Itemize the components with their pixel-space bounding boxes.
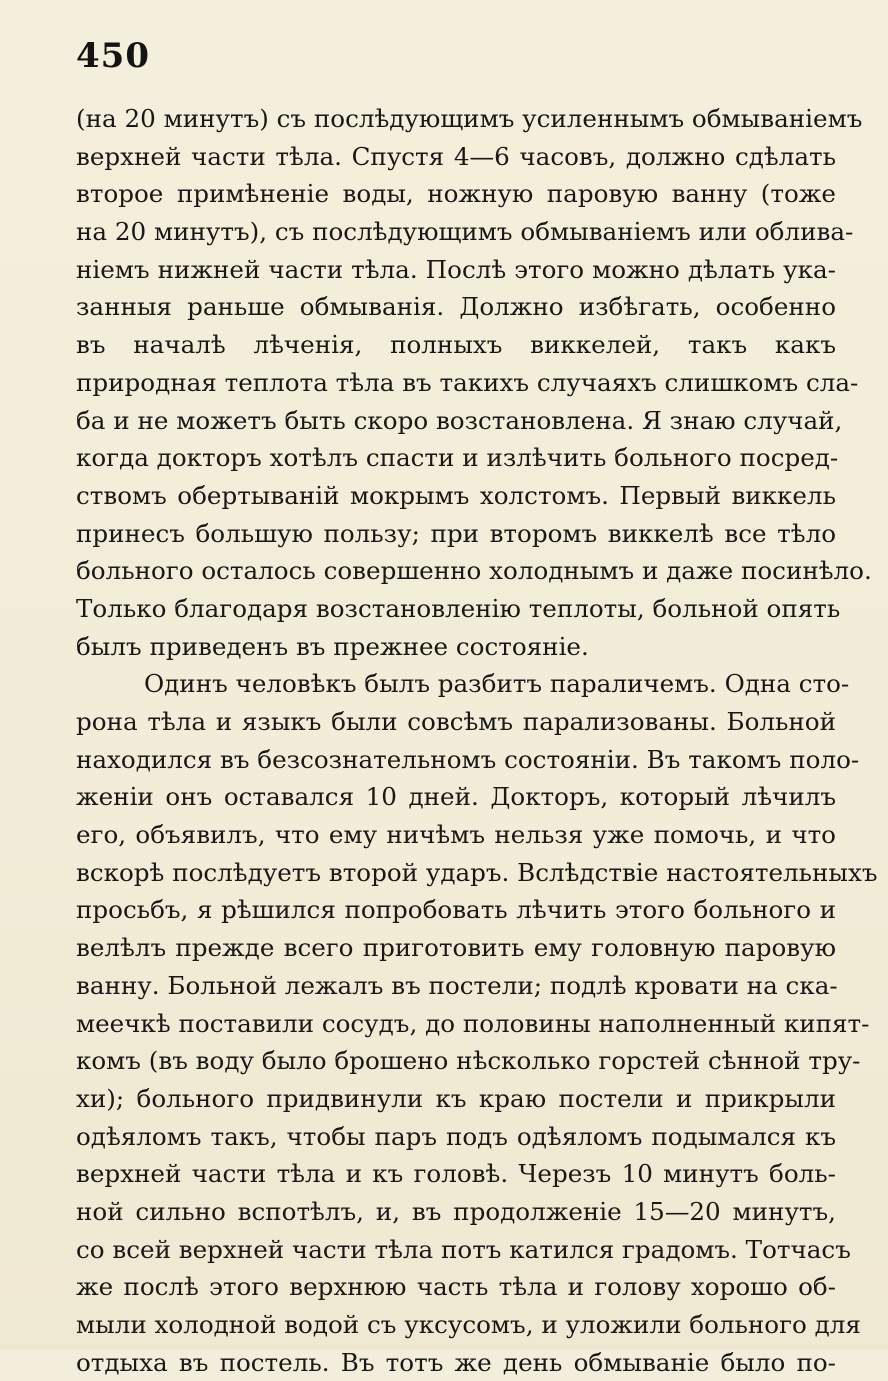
text-line: его, объявилъ, что ему ничѣмъ нельзя уже помочь, и что [76, 820, 836, 850]
text-line: меечкѣ поставили сосудъ, до половины наполненный кипят- [76, 1008, 870, 1038]
text-line: одѣяломъ такъ, чтобы паръ подъ одѣяломъ подымался къ [76, 1121, 836, 1151]
text-line: на 20 минутъ), съ послѣдующимъ обмываніемъ или облива- [76, 217, 854, 247]
text-line: со всей верхней части тѣла потъ катился градомъ. Тотчасъ [76, 1234, 851, 1264]
text-line: ба и не можетъ быть скоро возстановлена. Я знаю случай, [76, 405, 843, 435]
text-line: ванну. Больной лежалъ въ постели; подлѣ кровати на ска- [76, 970, 838, 1000]
text-line: мыли холодной водой съ уксусомъ, и уложили больного для [76, 1310, 861, 1339]
text-line: находился въ безсознательномъ состояніи. Въ такомъ поло- [76, 744, 860, 774]
text-line: больного осталось совершенно холоднымъ и даже посинѣло. [76, 556, 872, 586]
text-line: Только благодаря возстановленію теплоты, больной опять [76, 593, 841, 623]
text-line: когда докторъ хотѣлъ спасти и излѣчить больного посред- [76, 443, 839, 473]
text-line: велѣлъ прежде всего приготовить ему головную паровую [76, 933, 836, 963]
text-line: ствомъ обертываній мокрымъ холстомъ. Первый виккель [76, 480, 836, 510]
text-line: вскорѣ послѣдуетъ второй ударъ. Вслѣдствіе настоятельныхъ [76, 857, 878, 887]
text-line: ной сильно вспотѣлъ, и, въ продолженіе 15—20 минутъ, [76, 1196, 836, 1226]
text-line: отдыха въ постель. Въ тотъ же день обмываніе было по- [76, 1347, 836, 1377]
text-line: былъ приведенъ въ прежнее состояніе. [76, 631, 589, 661]
text-line: принесъ большую пользу; при второмъ виккелѣ все тѣло [76, 518, 836, 548]
text-line: въ началѣ лѣченія, полныхъ виккелей, такъ какъ [76, 330, 836, 360]
page-number: 450 [76, 36, 150, 76]
text-line: второе примѣненіе воды, ножную паровую ванну (тоже [76, 179, 836, 209]
text-line: комъ (въ воду было брошено нѣсколько горстей сѣнной тру- [76, 1046, 861, 1076]
text-line: Одинъ человѣкъ былъ разбитъ параличемъ. Одна сто- [144, 669, 850, 699]
text-line: верхней части тѣла и къ головѣ. Черезъ 10 минутъ боль- [76, 1159, 836, 1189]
body-text [76, 100, 878, 1381]
text-line: ніемъ нижней части тѣла. Послѣ этого можно дѣлать ука- [76, 254, 836, 284]
text-line: (на 20 минутъ) съ послѣдующимъ усиленнымъ обмываніемъ [76, 104, 863, 133]
text-line: природная теплота тѣла въ такихъ случаяхъ слишкомъ сла- [76, 367, 859, 397]
text-line: просьбъ, я рѣшился попробовать лѣчить этого больного и [76, 895, 836, 925]
text-line: же послѣ этого верхнюю часть тѣла и голову хорошо об- [76, 1272, 836, 1302]
text-line: хи); больного придвинули къ краю постели и прикрыли [76, 1083, 836, 1113]
text-line: женіи онъ оставался 10 дней. Докторъ, который лѣчилъ [76, 782, 836, 812]
text-line: рона тѣла и языкъ были совсѣмъ парализованы. Больной [76, 707, 836, 736]
text-line: верхней части тѣла. Спустя 4—6 часовъ, должно сдѣлать [76, 141, 836, 171]
text-line: занныя раньше обмыванія. Должно избѣгать, особенно [76, 292, 836, 322]
